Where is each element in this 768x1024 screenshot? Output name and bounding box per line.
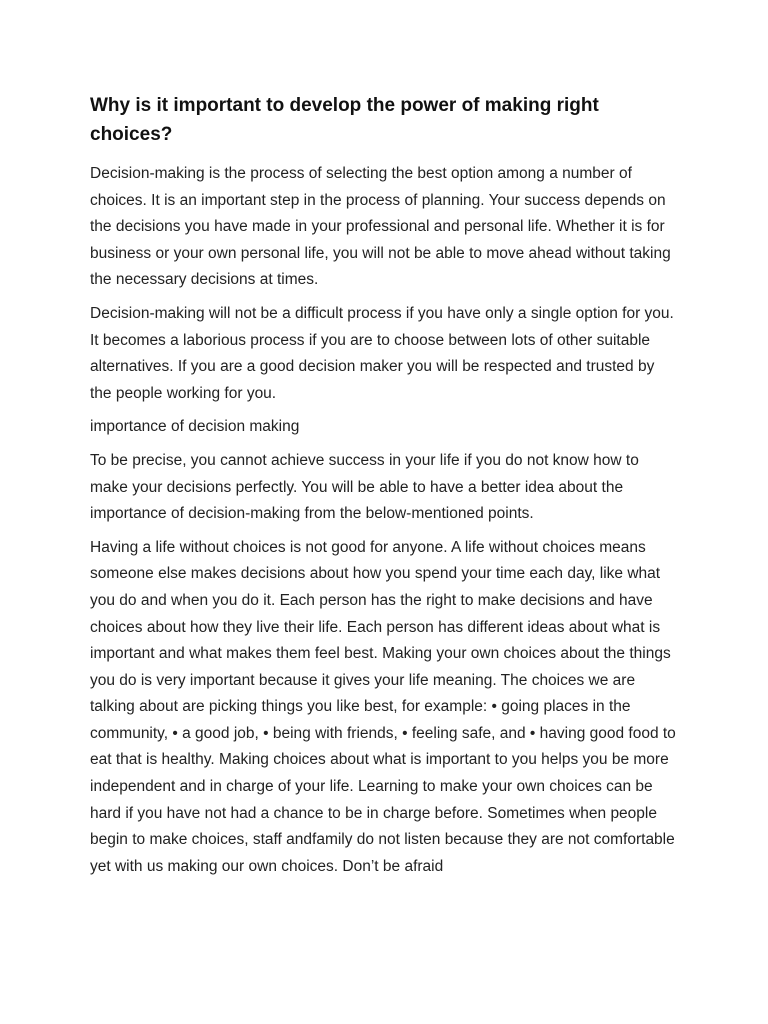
section-subheading: importance of decision making <box>90 418 300 436</box>
document-page <box>90 91 680 887</box>
paragraph-choices: Having a life without choices is not good for anyone. A life without choices means someone else makes decisions about how you spend your time each day, like what you do and when you do it. Each person has the right to make decisions and have choices about how they live their life. Each person has different ideas about what is important and what makes them feel best. Making your own choices about the things you do is very important because it gives your life meaning. The choices we are talking about are picking things you like best, for example: • going places in the community, • a good job, • being with friends, • feeling safe, and • having good food to eat that is healthy. Making choices about what is important to you helps you be more independent and in charge of your life. Learning to make your own choices can be hard if you have not had a chance to be in charge before. Sometimes when people begin to make choices, staff andfamily do not listen because they are not comfortable yet with us making our own choices. Don’t be afraid <box>90 538 676 875</box>
paragraph-precise: To be precise, you cannot achieve success in your life if you do not know how to make your decisions perfectly. You will be able to have a better idea about the importance of decision-making from the below-mentioned points. <box>90 451 639 523</box>
document-title: Why is it important to develop the power of making right choices? <box>90 95 599 145</box>
paragraph-difficulty: Decision-making will not be a difficult process if you have only a single option for you. It becomes a laborious process if you are to choose between lots of other suitable alternatives. If you are a good decision maker you will be respected and trusted by the people working for you. <box>90 304 674 402</box>
paragraph-definition: Decision-making is the process of selecting the best option among a number of choices. It is an important step in the process of planning. Your success depends on the decisions you have made in your professional and personal life. Whether it is for business or your own personal life, you will not be able to move ahead without taking the necessary decisions at times. <box>90 165 671 289</box>
